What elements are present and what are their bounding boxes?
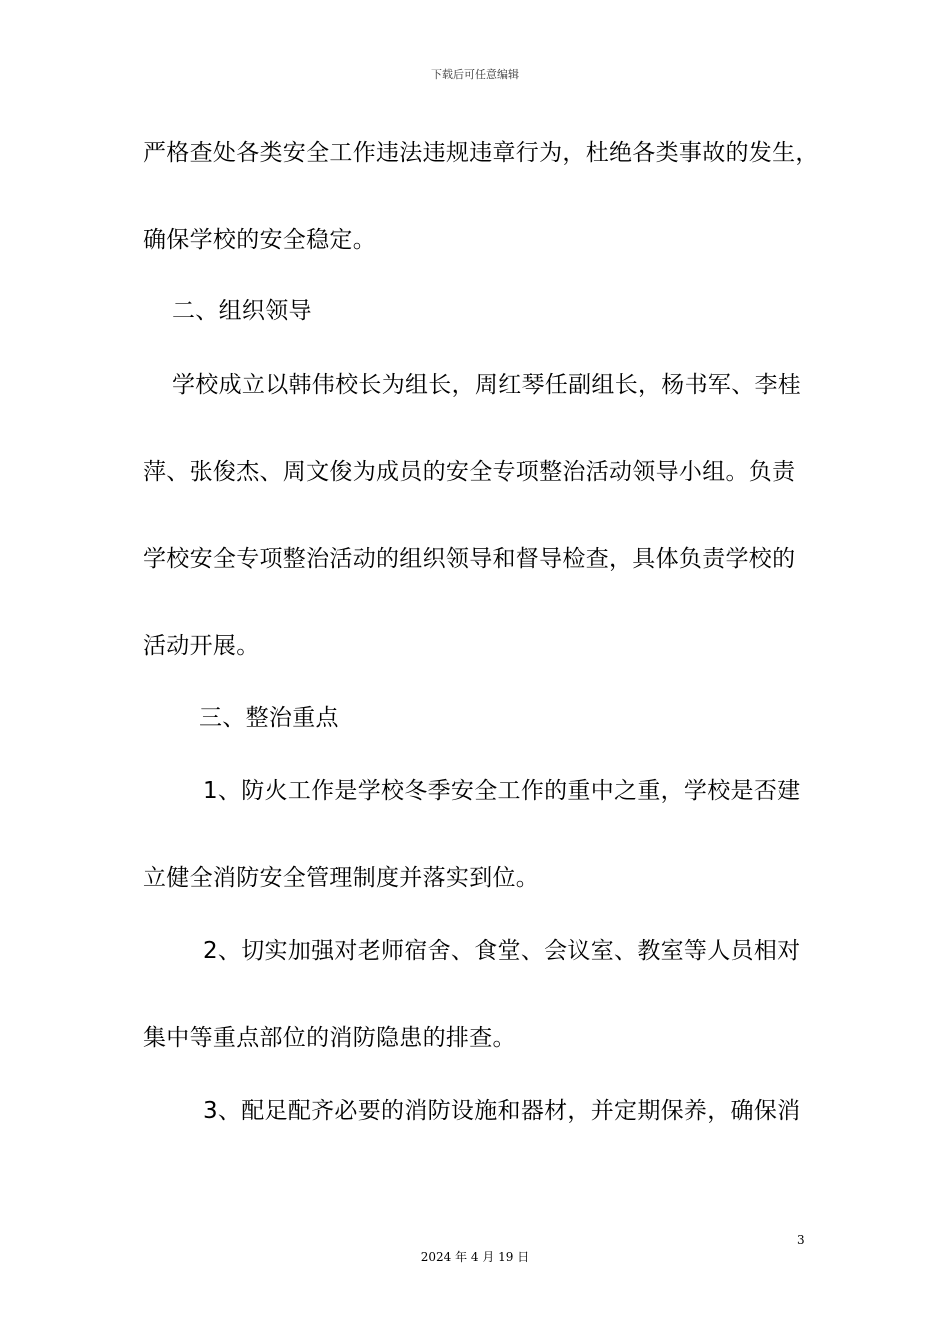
- section-heading: 二、组织领导: [172, 298, 312, 324]
- paragraph-line: 学校成立以韩伟校长为组长，周红琴任副组长，杨书军、李桂: [172, 372, 802, 398]
- section-heading: 三、整治重点: [199, 705, 339, 731]
- paragraph-line: 萍、张俊杰、周文俊为成员的安全专项整治活动领导小组。负责: [143, 459, 796, 485]
- paragraph-line: 活动开展。: [143, 633, 260, 659]
- paragraph-line: 集中等重点部位的消防隐患的排查。: [143, 1025, 516, 1051]
- paragraph-line: 学校安全专项整治活动的组织领导和督导检查，具体负责学校的: [143, 546, 796, 572]
- paragraph-line: 严格查处各类安全工作违法违规违章行为，杜绝各类事故的发生，: [143, 140, 819, 166]
- paragraph-line: 确保学校的安全稳定。: [143, 227, 376, 253]
- footer-date: 2024 年 4 月 19 日: [420, 1250, 530, 1264]
- list-item: 3、配足配齐必要的消防设施和器材，并定期保养，确保消: [203, 1098, 801, 1124]
- paragraph-line: 立健全消防安全管理制度并落实到位。: [143, 865, 540, 891]
- page-number: 3: [797, 1233, 805, 1247]
- list-item: 1、防火工作是学校冬季安全工作的重中之重，学校是否建: [203, 778, 801, 804]
- header-note: 下载后可任意编辑: [431, 68, 519, 81]
- list-item: 2、切实加强对老师宿舍、食堂、会议室、教室等人员相对: [203, 938, 801, 964]
